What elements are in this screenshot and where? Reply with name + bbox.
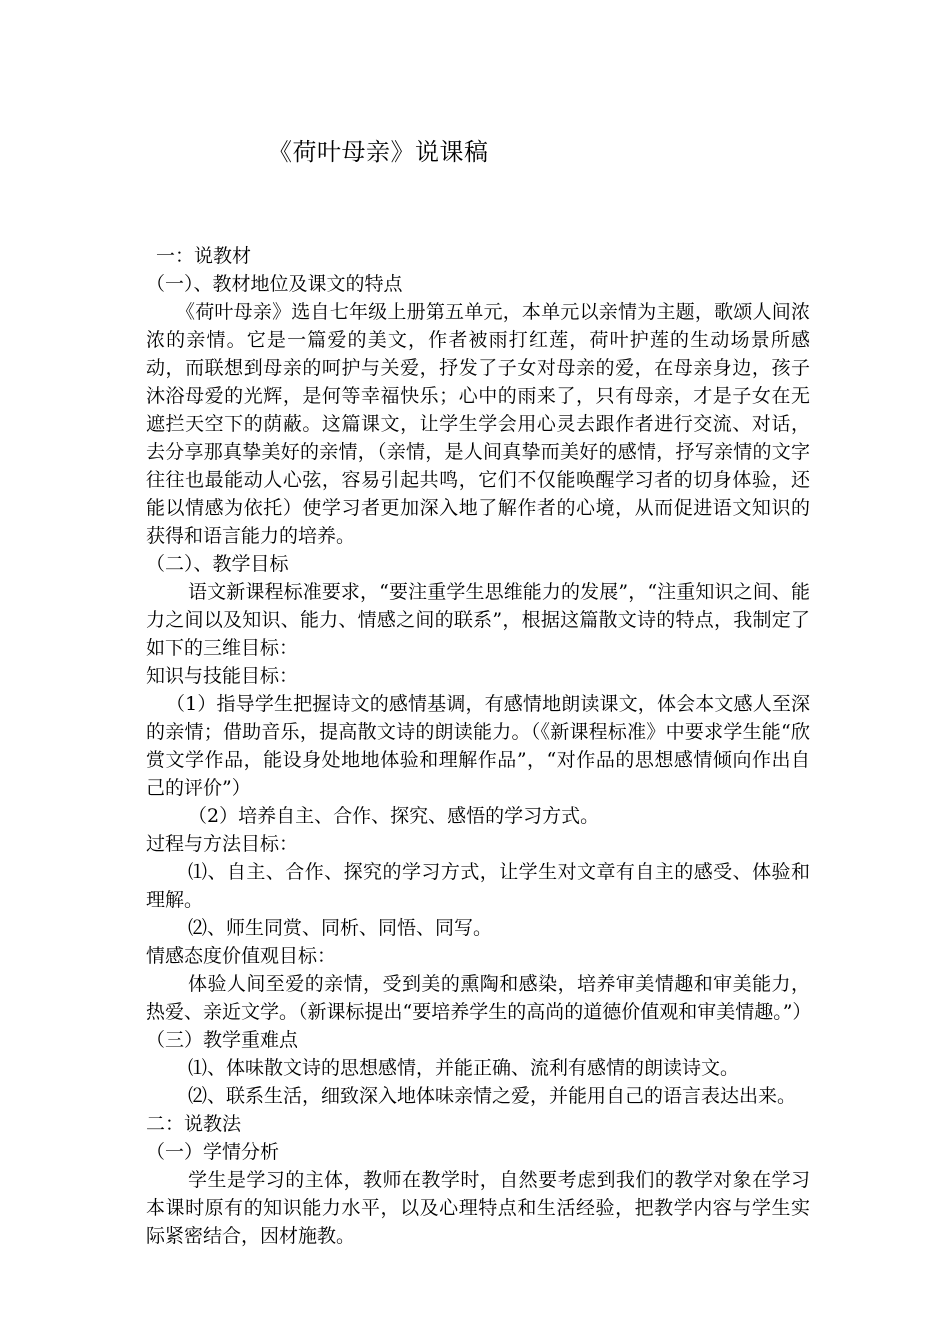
section-heading: （二）、教学目标: [146, 553, 289, 575]
document-title: 《荷叶母亲》说课稿: [268, 138, 489, 166]
section-heading: 二：说教法: [146, 1113, 242, 1135]
paragraph: 语文新课程标准要求，“要注重学生思维能力的发展”，“注重知识之间、能力之间以及知识、能力、情感之间的联系”，根据这篇散文诗的特点，我制定了如下的三维目标：: [146, 581, 810, 659]
section-heading: 知识与技能目标：: [146, 665, 299, 687]
paragraph: 一：说教材: [156, 245, 252, 267]
section-heading: （一）、教材地位及课文的特点: [146, 273, 403, 295]
paragraph: 体验人间至爱的亲情，受到美的熏陶和感染，培养审美情趣和审美能力，热爱、亲近文学。（新课标提出“要培养学生的高尚的道德价值观和审美情趣。”）: [146, 973, 812, 1023]
paragraph: ⑴、体味散文诗的思想感情，并能正确、流利有感情的朗读诗文。: [188, 1057, 740, 1079]
section-heading: （一）学情分析: [146, 1141, 280, 1163]
paragraph: （2）培养自主、合作、探究、感悟的学习方式。: [188, 805, 600, 827]
paragraph: 学生是学习的主体，教师在教学时，自然要考虑到我们的教学对象在学习本课时原有的知识能力水平，以及心理特点和生活经验，把教学内容与学生实际紧密结合，因材施教。: [146, 1169, 810, 1247]
section-heading: 过程与方法目标：: [146, 833, 299, 855]
paragraph: 《荷叶母亲》选自七年级上册第五单元，本单元以亲情为主题，歌颂人间浓浓的亲情。它是一篇爱的美文，作者被雨打红莲，荷叶护莲的生动场景所感动，而联想到母亲的呵护与关爱，抒发了子女对母亲的爱，在母亲身边，孩子沐浴母爱的光辉，是何等幸福快乐；心中的雨来了，只有母亲，才是子女在无遮拦天空下的荫蔽。这篇课文，让学生学会用心灵去跟作者进行交流、对话，去分享那真挚美好的亲情，（亲情，是人间真挚而美好的感情，抒写亲情的文字往往也最能动人心弦，容易引起共鸣，它们不仅能唤醒学习者的切身体验，还能以情感为依托）使学习者更加深入地了解作者的心境，从而促进语文知识的获得和语言能力的培养。: [146, 301, 810, 547]
paragraph: ⑴、自主、合作、探究的学习方式，让学生对文章有自主的感受、体验和理解。: [146, 861, 810, 911]
section-heading: 情感态度价值观目标：: [146, 945, 337, 967]
paragraph: （1）指导学生把握诗文的感情基调，有感情地朗读课文，体会本文感人至深的亲情；借助音乐，提高散文诗的朗读能力。（《新课程标准》中要求学生能“欣赏文学作品，能设身处地地体验和理解作品”，“对作品的思想感情倾向作出自己的评价”）: [146, 693, 810, 799]
section-heading: （三）教学重难点: [146, 1029, 299, 1051]
paragraph: ⑵、联系生活，细致深入地体味亲情之爱，并能用自己的语言表达出来。: [188, 1085, 797, 1107]
document-body: [146, 242, 810, 1250]
document-page: [146, 130, 810, 1250]
paragraph: ⑵、师生同赏、同析、同悟、同写。: [188, 917, 493, 939]
